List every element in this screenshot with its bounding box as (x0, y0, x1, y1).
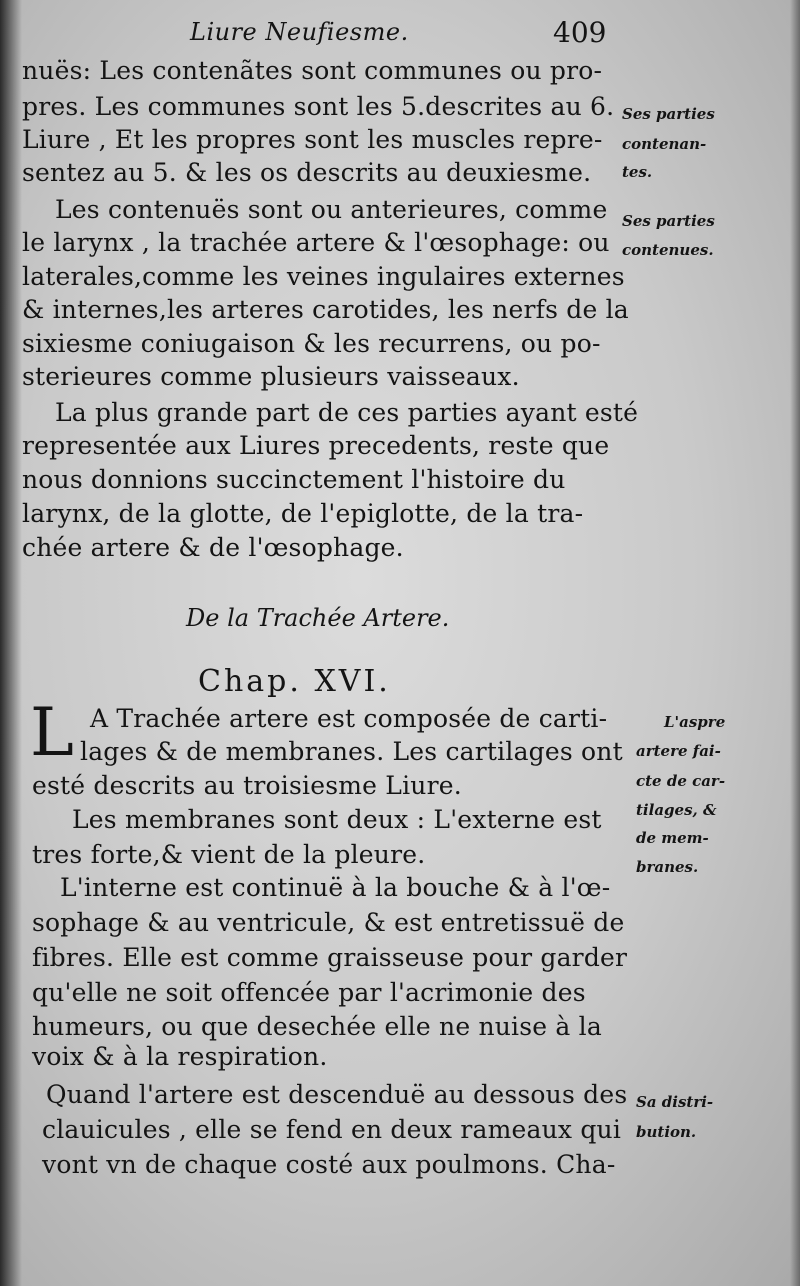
body-line: Les contenuës sont ou anterieures, comme (55, 195, 608, 224)
running-header: Liure Neufiesme. (190, 18, 409, 46)
body-line: laterales,comme les veines ingulaires externes (22, 262, 625, 291)
body-line: sixiesme coniugaison & les recurrens, ou po- (22, 329, 601, 358)
chapter-line: tres forte,& vient de la pleure. (32, 840, 426, 869)
body-line: sentez au 5. & les os descrits au deuxiesme. (22, 158, 592, 187)
margin-note: Ses parties (622, 105, 715, 123)
drop-cap: L (30, 694, 74, 771)
margin-note: tilages, & (636, 801, 717, 819)
margin-note: Sa distri- (636, 1093, 714, 1111)
body-line: Liure , Et les propres sont les muscles repre- (22, 125, 603, 154)
chapter-line: clauicules , elle se fend en deux rameaux qui (42, 1115, 622, 1144)
margin-note: Ses parties (622, 212, 715, 230)
body-line: pres. Les communes sont les 5.descrites au 6. (22, 92, 615, 121)
body-line: sterieures comme plusieurs vaisseaux. (22, 362, 520, 391)
chapter-line: lages & de membranes. Les cartilages ont (80, 737, 623, 766)
chapter-line: L'interne est continuë à la bouche & à l'œ- (60, 873, 611, 902)
section-title: De la Trachée Artere. (186, 604, 450, 632)
margin-note: contenan- (622, 135, 707, 153)
body-line: chée artere & de l'œsophage. (22, 533, 404, 562)
margin-note: artere fai- (636, 742, 721, 760)
chapter-line: Les membranes sont deux : L'externe est (72, 805, 602, 834)
chapter-line: fibres. Elle est comme graisseuse pour garder (32, 943, 628, 972)
chapter-line: humeurs, ou que desechée elle ne nuise à la (32, 1012, 602, 1041)
page-number: 409 (553, 16, 607, 49)
body-line: & internes,les arteres carotides, les nerfs de la (22, 295, 629, 324)
chapter-line: vont vn de chaque costé aux poulmons. Cha- (42, 1150, 616, 1179)
chapter-line: A Trachée artere est composée de carti- (90, 704, 608, 733)
body-line: larynx, de la glotte, de l'epiglotte, de la tra- (22, 499, 584, 528)
margin-note: de mem- (636, 829, 709, 847)
chapter-line: voix & à la respiration. (32, 1042, 328, 1071)
chapter-line: Quand l'artere est descenduë au dessous des (46, 1080, 628, 1109)
margin-note: bution. (636, 1123, 697, 1141)
body-line: La plus grande part de ces parties ayant esté (55, 398, 639, 427)
margin-note: branes. (636, 858, 699, 876)
margin-note: L'aspre (664, 713, 726, 731)
chapter-line: qu'elle ne soit offencée par l'acrimonie des (32, 978, 586, 1007)
margin-note: tes. (622, 163, 653, 181)
chapter-line: esté descrits au troisiesme Liure. (32, 771, 462, 800)
body-line: representée aux Liures precedents, reste que (22, 431, 610, 460)
margin-note: cte de car- (636, 772, 726, 790)
chapter-line: sophage & au ventricule, & est entretissuë de (32, 908, 625, 937)
body-line: nous donnions succinctement l'histoire du (22, 465, 566, 494)
chapter-title: Chap. XVI. (198, 664, 391, 699)
margin-note: contenues. (622, 241, 714, 259)
body-line: le larynx , la trachée artere & l'œsophage: ou (22, 228, 610, 257)
body-line: nuës: Les contenãtes sont communes ou pro- (22, 56, 603, 85)
